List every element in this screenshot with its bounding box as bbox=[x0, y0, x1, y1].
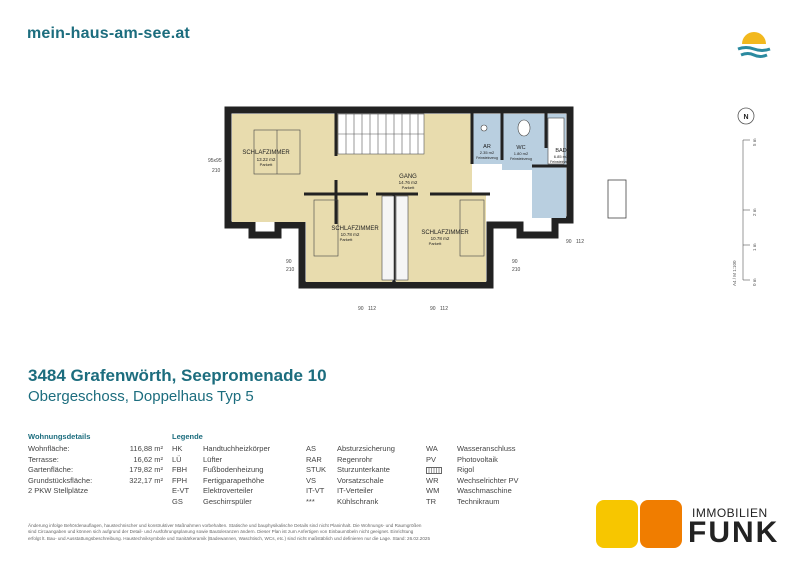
legend-value: Elektroverteiler bbox=[203, 486, 254, 495]
legend-item bbox=[306, 486, 395, 497]
room-area: 1.80 m2 bbox=[513, 151, 529, 156]
detail-row bbox=[28, 465, 163, 476]
dim-label: 210 bbox=[212, 168, 221, 174]
dim-label: 95x95 bbox=[208, 158, 222, 164]
legend-item bbox=[306, 455, 395, 466]
compass-icon bbox=[738, 108, 754, 124]
legend-column-1 bbox=[172, 444, 270, 507]
disclaimer-line: erfolgt lt. Bau- und Ausstattungsbeschreibung. Haustechniksymbole und Sanitärkeramik (Badewannen, Waschtisch, WCs, etc.) sind nicht maßstäblich und definieren nur die Lage. Stand: 26.02.2025 bbox=[28, 535, 431, 541]
legend-item bbox=[172, 486, 270, 497]
legend-key: PV bbox=[426, 454, 437, 464]
detail-row bbox=[28, 444, 163, 455]
legend-key: WR bbox=[426, 475, 439, 485]
legend-key: RAR bbox=[306, 454, 322, 464]
legend-item bbox=[426, 465, 519, 476]
room-area: 14.76 m2 bbox=[398, 180, 418, 185]
legend-item bbox=[426, 486, 519, 497]
legend-column-2 bbox=[306, 444, 395, 507]
legend-value: Fertigparapethöhe bbox=[203, 475, 265, 485]
room-name: SCHLAFZIMMER bbox=[331, 226, 379, 232]
dim-label: 90 bbox=[566, 239, 572, 245]
room-floor: Parkett bbox=[401, 185, 415, 190]
detail-label: Gartenfläche: bbox=[28, 465, 74, 474]
legend-key: E-VT bbox=[172, 486, 190, 495]
room-area: 10.78 m2 bbox=[340, 232, 360, 237]
scale-tick: 0 m bbox=[752, 278, 757, 286]
details-table bbox=[28, 444, 163, 497]
legend-key: HK bbox=[172, 444, 183, 453]
dim-label: 90 bbox=[430, 306, 436, 312]
legend-item bbox=[426, 444, 519, 455]
legend-item bbox=[172, 476, 270, 487]
room-name: GANG bbox=[399, 174, 417, 180]
legend-key: WA bbox=[426, 444, 438, 453]
legend-value: Lüfter bbox=[203, 454, 223, 464]
dim-label: 112 bbox=[576, 239, 584, 245]
dim-label: 210 bbox=[286, 267, 295, 273]
balcony bbox=[608, 180, 626, 218]
legend-value: Wasseranschluss bbox=[457, 444, 516, 453]
scale-label: A4 / M 1:100 bbox=[732, 260, 737, 286]
legend-item bbox=[426, 497, 519, 508]
legend-key: GS bbox=[172, 496, 183, 506]
detail-label: Terrasse: bbox=[28, 454, 59, 464]
detail-value: 116,88 m² bbox=[129, 444, 163, 453]
dim-label: 90 bbox=[286, 259, 292, 265]
room-floor: Parkett bbox=[259, 162, 273, 167]
room-floor: Parkett bbox=[339, 237, 353, 242]
legend-value: Technikraum bbox=[457, 496, 500, 506]
legend-value: IT-Verteiler bbox=[337, 486, 374, 495]
detail-value: 16,62 m² bbox=[133, 454, 163, 464]
immobilien-funk-logo bbox=[596, 500, 782, 552]
legend-key: AS bbox=[306, 444, 317, 453]
room-name: SCHLAFZIMMER bbox=[242, 150, 290, 156]
legend-value: Rigol bbox=[457, 465, 475, 474]
room-name: SCHLAFZIMMER bbox=[421, 230, 469, 236]
legend-value: Geschirrspüler bbox=[203, 496, 252, 506]
site-url[interactable]: mein-haus-am-see.at bbox=[27, 25, 190, 42]
room-name: WC bbox=[516, 145, 526, 151]
room-area: 10.78 m2 bbox=[430, 236, 450, 241]
legend-value: Waschmaschine bbox=[457, 486, 512, 495]
legend-key: *** bbox=[306, 496, 315, 506]
legend-item bbox=[306, 444, 395, 455]
scale-tick: 1 m bbox=[752, 243, 757, 251]
dim-label: 112 bbox=[440, 306, 448, 312]
legend-key: WM bbox=[426, 486, 440, 495]
room-floor: Parkett bbox=[428, 241, 442, 246]
legend-value: Handtuchheizkörper bbox=[203, 444, 271, 453]
room-floor: Feinsteinzeug bbox=[510, 157, 532, 161]
staircase bbox=[338, 114, 424, 154]
legend-value: Wechselrichter PV bbox=[457, 475, 519, 485]
dim-label: 210 bbox=[512, 267, 521, 273]
details-heading: Wohnungsdetails bbox=[28, 432, 91, 441]
legend-value: Photovoltaik bbox=[457, 454, 498, 464]
disclaimer bbox=[28, 523, 528, 542]
legend-key: FPH bbox=[172, 475, 187, 485]
detail-label: 2 PKW Stellplätze bbox=[28, 486, 89, 495]
detail-row bbox=[28, 455, 163, 466]
legend-key: LÜ bbox=[172, 454, 182, 464]
sun-lake-logo-icon bbox=[734, 22, 774, 64]
floor-plan bbox=[190, 100, 770, 325]
legend-heading: Legende bbox=[172, 432, 203, 441]
legend-key: TR bbox=[426, 496, 436, 506]
scale-tick: 2 m bbox=[752, 208, 757, 216]
logo-text-funk: FUNK bbox=[688, 516, 780, 549]
legend-value: Fußbodenheizung bbox=[203, 465, 264, 474]
property-subtitle: Obergeschoss, Doppelhaus Typ 5 bbox=[28, 388, 254, 405]
legend-column-3 bbox=[426, 444, 519, 507]
room-area: 2.35 m2 bbox=[479, 150, 495, 155]
dim-label: 90 bbox=[358, 306, 364, 312]
legend-key: FBH bbox=[172, 465, 187, 474]
room-area: 13.22 m2 bbox=[256, 157, 276, 162]
disclaimer-line: sind Circaangaben und können sich aufgrund der Detail- und Ausführungsplanung sowie Bautoleranzen ändern. Dieser Plan ist zum Anfertigen von Einbaumöbeln nicht geeignet. Einrichtung bbox=[28, 529, 414, 535]
detail-value: 179,82 m² bbox=[129, 465, 163, 474]
compass-label: N bbox=[743, 114, 749, 121]
legend-key: IT-VT bbox=[306, 486, 325, 495]
detail-row bbox=[28, 486, 163, 497]
detail-label: Grundstücksfläche: bbox=[28, 475, 93, 485]
legend-item bbox=[426, 476, 519, 487]
legend-item bbox=[426, 455, 519, 466]
property-title: 3484 Grafenwörth, Seepromenade 10 bbox=[28, 366, 327, 385]
logo-orange-square bbox=[640, 500, 682, 548]
legend-item bbox=[172, 455, 270, 466]
disclaimer-line: Änderung infolge Behördenauflagen, haustechnischer und konstruktiver Maßnahmen vorbehalten. Statische und bauphysikalische Details sind nicht Planinhalt. Die Wohnungs- und Raumgrößen bbox=[28, 523, 422, 528]
scale-bar bbox=[743, 140, 750, 280]
dim-label: 112 bbox=[368, 306, 376, 312]
legend-key: STUK bbox=[306, 465, 327, 474]
legend-item bbox=[172, 497, 270, 508]
legend-value: Vorsatzschale bbox=[337, 475, 384, 485]
legend-value: Kühlschrank bbox=[337, 496, 379, 506]
legend-item bbox=[306, 497, 395, 508]
scale-tick: 5 m bbox=[752, 138, 757, 146]
dim-label: 90 bbox=[512, 259, 518, 265]
detail-label: Wohnfläche: bbox=[28, 444, 70, 453]
room-floor: Feinsteinzeug bbox=[550, 160, 572, 164]
logo-yellow-square bbox=[596, 500, 638, 548]
logo-text-immobilien: IMMOBILIEN bbox=[692, 506, 768, 520]
rigol-symbol-icon bbox=[426, 465, 457, 476]
detail-row bbox=[28, 476, 163, 487]
legend-key: VS bbox=[306, 475, 317, 485]
room-name: AR bbox=[483, 144, 491, 150]
legend-item bbox=[306, 465, 395, 476]
legend-item bbox=[172, 444, 270, 455]
room-floor: Feinsteinzeug bbox=[476, 156, 498, 160]
legend-value: Absturzsicherung bbox=[337, 444, 395, 453]
legend-value: Regenrohr bbox=[337, 454, 373, 464]
detail-value: 322,17 m² bbox=[129, 475, 163, 485]
legend-item bbox=[306, 476, 395, 487]
legend-value: Sturzunterkante bbox=[337, 465, 390, 474]
room-name: BAD bbox=[555, 148, 567, 154]
legend-item bbox=[172, 465, 270, 476]
room-area: 6.85 m2 bbox=[553, 154, 569, 159]
